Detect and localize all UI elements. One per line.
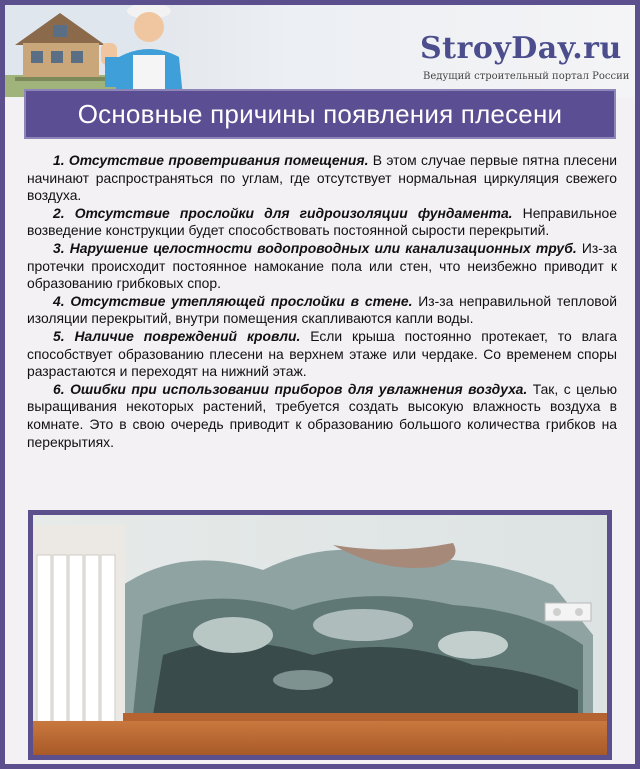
worker-illustration — [93, 5, 203, 97]
list-item — [27, 240, 617, 293]
list-item — [27, 293, 617, 328]
item-text: В этом случае первые пятна плесени начинают распространяться по углам, где отсутствует нормальная циркуляция свежего воздуха. — [27, 152, 618, 204]
moldy-wall-image — [33, 515, 607, 755]
item-text: Неправильное возведение конструкции будет способствовать постоянной сырости перекрытий. — [27, 204, 617, 239]
item-heading: 4. Отсутствие утепляющей прослойки в стене. — [53, 292, 413, 309]
page-title: Основные причины появления плесени — [77, 98, 563, 129]
item-heading: 1. Отсутствие проветривания помещения. — [53, 152, 369, 168]
item-heading: 5. Наличие повреждений кровли. — [53, 327, 301, 344]
item-heading: 6. Ошибки при использовании приборов для увлажнения воздуха. — [53, 380, 528, 397]
item-heading: 2. Отсутствие прослойки для гидроизоляции фундамента. — [53, 204, 513, 221]
article-body — [27, 152, 617, 451]
site-header — [5, 5, 635, 97]
list-item — [27, 328, 617, 381]
item-text: Из-за протечки происходит постоянное намокание пола или стен, что неизбежно приводит к образованию грибковых спор. — [27, 239, 617, 292]
list-item — [27, 205, 617, 240]
list-item — [27, 381, 617, 451]
item-text: Если крыша постоянно протекает, то влага способствует образованию плесени на верхнем этаже или чердаке. Со временем споры разрастаются и переходят на нижний этаж. — [27, 327, 617, 380]
moldy-wall-photo — [28, 510, 612, 760]
item-text: Так, с целью выращивания некоторых растений, требуется создать высокую влажность воздуха в комнате. Это в свою очередь приводит к образованию большого количества грибков на перекрытиях. — [27, 380, 617, 450]
list-item — [27, 152, 617, 205]
brand-logo-text[interactable]: StroyDay.ru — [420, 31, 622, 66]
title-banner — [24, 89, 616, 139]
item-heading: 3. Нарушение целостности водопроводных или канализационных труб. — [53, 239, 577, 256]
brand-tagline: Ведущий строительный портал России — [423, 71, 630, 82]
item-text: Из-за неправильной тепловой изоляции перекрытий, внутри помещения скапливаются капли воды. — [27, 292, 617, 327]
